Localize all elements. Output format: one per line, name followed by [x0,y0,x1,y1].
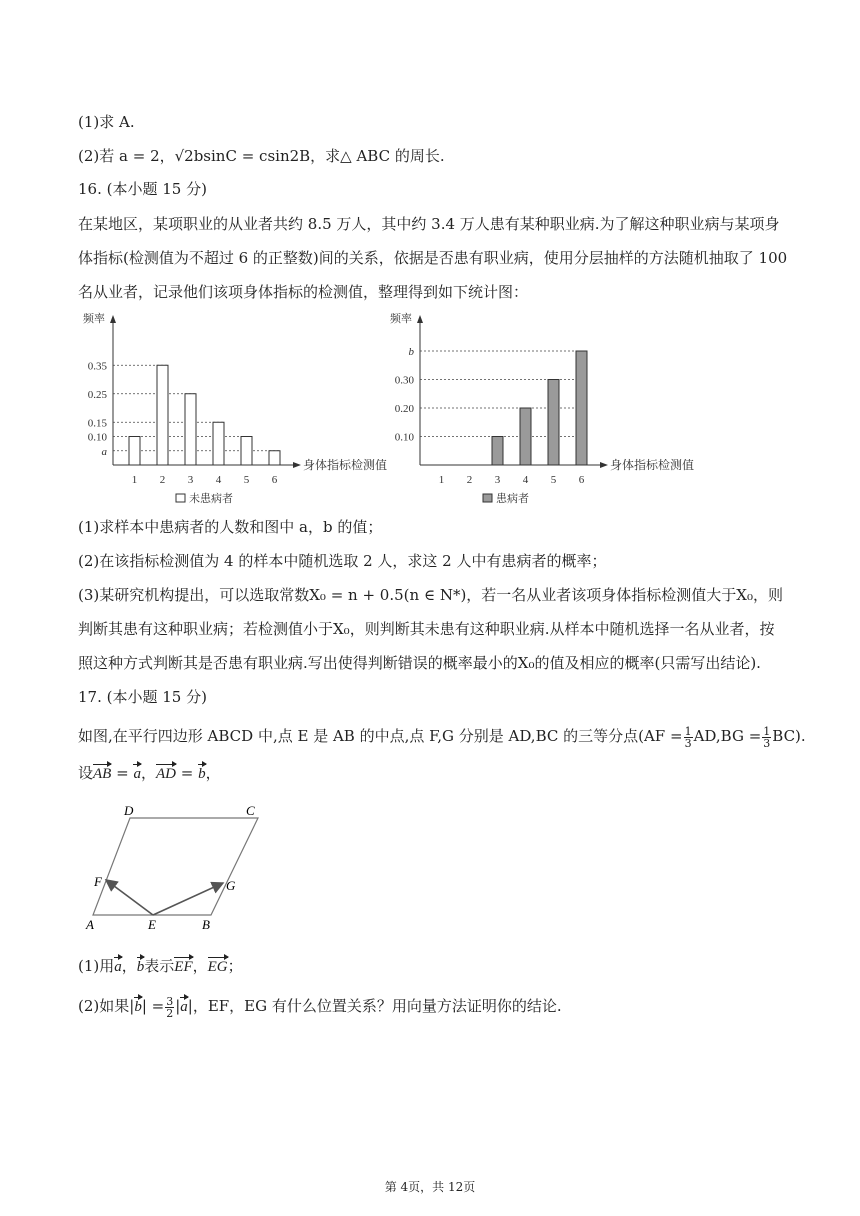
label-C: C [246,803,255,818]
fraction-one-third: $\frac{1}{3}$ [763,724,771,750]
x-tick-label: 3 [494,474,501,486]
bar [548,380,559,466]
x-tick-label: 5 [550,474,557,486]
bar [157,365,168,465]
y-tick-label: 0.30 [394,374,414,387]
q17-sub2: (2)如果|b| = $\frac{3}{2}$ |a|，EF，EG 有什么位置关系？用向量方法证明你的结论. [78,994,562,1020]
vector-AD: AD [156,763,176,785]
bar [492,437,503,466]
vector-b: b [198,763,206,785]
legend-swatch [176,494,185,502]
vector-a: a [133,763,141,785]
q17-set-vectors: 设AB = a，AD = b， [78,762,221,785]
bar [269,451,280,465]
legend-label: 患病者 [496,493,529,505]
x-tick-label: 2 [466,474,473,486]
y-axis-label: 频率 [83,313,105,325]
y-axis-arrow-icon [417,315,423,323]
x-tick-label: 6 [271,474,278,486]
y-tick-label: 0.25 [87,388,107,401]
q16-intro-line2: 体指标(检测值为不超过 6 的正整数)间的关系，依据是否患有职业病，使用分层抽样的方法随机抽取了 100 [78,249,788,267]
label-F: F [94,874,102,889]
x-axis-arrow-icon [600,462,608,468]
x-tick-label: 6 [578,474,585,486]
x-tick-label: 3 [187,474,194,486]
label-B: B [202,917,210,932]
q15-part1: (1)求 A. [78,113,135,131]
y-tick-label: a [101,445,107,458]
x-axis-label: 身体指标检测值 [303,458,388,472]
bar [185,394,196,465]
vector-b: b [134,996,142,1018]
label-E: E [148,917,156,932]
y-tick-label: 0.15 [87,417,107,430]
y-tick-label: 0.20 [394,403,414,415]
q16-sub2: (2)在该指标检测值为 4 的样本中随机选取 2 人，求这 2 人中有患病者的概率； [78,552,607,570]
y-axis-arrow-icon [110,315,116,323]
x-tick-label: 1 [438,474,445,486]
q15-part2: (2)若 a = 2，√2bsinC = csin2B，求△ ABC 的周长. [78,147,445,165]
parallelogram-figure [78,800,278,935]
q16-sub1: (1)求样本中患病者的人数和图中 a，b 的值； [78,518,383,536]
legend-swatch [483,494,492,502]
q16-sub3-line2: 判断其患有这种职业病；若检测值小于X₀，则判断其未患有这种职业病.从样本中随机选择一名从业者，按 [78,620,775,638]
x-axis-arrow-icon [293,462,301,468]
chart-sick [385,310,695,505]
bar [576,351,587,465]
vector-AB: AB [93,763,111,785]
legend-label: 未患病者 [189,493,233,505]
vector-a: a [114,956,122,978]
q16-sub3-line3: 照这种方式判断其是否患有职业病.写出使得判断错误的概率最小的X₀的值及相应的概率(只需写出结论). [78,654,761,672]
vector-a: a [180,996,188,1018]
x-tick-label: 4 [522,474,529,486]
q16-intro-line1: 在某地区，某项职业的从业者共约 8.5 万人，其中约 3.4 万人患有某种职业病.为了解这种职业病与某项身 [78,215,780,233]
vector-EG: EG [208,956,228,978]
y-tick-label: 0.35 [87,360,107,373]
q16-intro-line3: 名从业者，记录他们该项身体指标的检测值，整理得到如下统计图： [78,283,529,301]
q17-intro: 如图,在平行四边形 ABCD 中,点 E 是 AB 的中点,点 F,G 分别是 AD,BC 的三等分点(AF = $\frac{1}{3}$ AD,BG = $\frac{1}{3}$ BC). [78,724,806,750]
vector-b: b [137,956,145,978]
bar [129,437,140,466]
x-tick-label: 1 [131,474,138,486]
x-tick-label: 2 [159,474,166,486]
y-tick-label: 0.10 [87,431,107,444]
x-axis-label: 身体指标检测值 [610,458,695,472]
bar [520,408,531,465]
page-footer: 第 4页，共 12页 [384,1180,476,1194]
y-tick-label: b [408,346,414,358]
y-axis-label: 频率 [390,313,412,325]
label-G: G [226,878,236,893]
x-tick-label: 5 [243,474,250,486]
bar [241,437,252,466]
label-D: D [124,803,134,818]
fraction-three-halves: $\frac{3}{2}$ [166,994,174,1020]
bar [213,422,224,465]
q17-sub1: (1)用a，b表示EF，EG； [78,955,243,978]
q17-header: 17. (本小题 15 分) [78,688,207,706]
q16-header: 16. (本小题 15 分) [78,180,207,198]
q16-sub3-line1: (3)某研究机构提出，可以选取常数X₀ = n + 0.5(n ∈ N*)，若一名从业者该项身体指标检测值大于X₀，则 [78,586,783,604]
x-tick-label: 4 [215,474,222,486]
fraction-one-third: $\frac{1}{3}$ [684,724,692,750]
y-tick-label: 0.10 [394,431,414,444]
chart-not-sick [78,310,388,505]
label-A: A [86,917,94,932]
vector-EF: EF [174,956,192,978]
